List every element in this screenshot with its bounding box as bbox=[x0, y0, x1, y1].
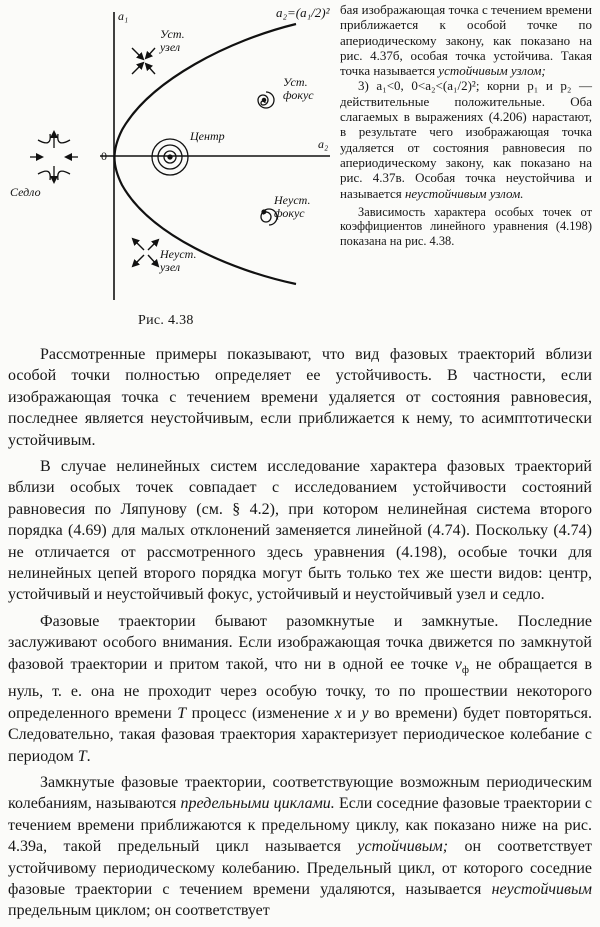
p3-part-e: во времени) будет повторяться. Следовательно, такая фазовая траектория характеризует периодическое колебание с периодом bbox=[8, 704, 593, 765]
stable-focus-label-line2: фокус bbox=[283, 88, 314, 102]
saddle-label: Седло bbox=[10, 185, 41, 199]
right-p1-text: бая изображающая точка с течением времени приближается к особой точке по апериодическому закону, как показано на рис. 4.37б, особая точка устойчива. Такая точка называется bbox=[340, 2, 592, 79]
right-column-text bbox=[340, 2, 592, 248]
main-paragraph-3 bbox=[8, 611, 592, 767]
unstable-focus-label-line1: Неуст. bbox=[274, 193, 311, 207]
p3-symbol-y: y bbox=[361, 704, 369, 722]
right-p2-term: неустойчивым узлом. bbox=[404, 185, 524, 201]
main-text bbox=[8, 344, 592, 927]
unstable-node-label-line1: Неуст. bbox=[160, 247, 197, 261]
stable-node-glyph bbox=[132, 48, 155, 74]
stable-focus-label-line1: Уст. bbox=[283, 75, 308, 89]
p4-part-c: он соответствует устойчивому периодическому колебанию. Предельный цикл, от которого соседние фазовые траектории с течением времени удаляются, называется bbox=[8, 838, 592, 898]
figure-caption: Рис. 4.38 bbox=[138, 313, 194, 328]
right-p2-text: 3) a₁<0, 0<a₂<(a₁/2)²; корни p₁ и p₂ — действительные положительные. Оба слагаемых в выражениях (4.206) нарастают, в результате чего изображающая точка удаляется от состояния равновесия по апериодическому закону, как показано на рис. 4.37в. Особая точка неустойчива и называется bbox=[340, 78, 592, 201]
stable-node-label-line1: Уст. bbox=[160, 27, 185, 41]
stable-focus-glyph bbox=[258, 92, 274, 108]
main-paragraph-4 bbox=[8, 772, 592, 922]
parabola-label: a₂=(a₁/2)² bbox=[276, 5, 330, 20]
p4-part-d: предельным циклом; он соответствует bbox=[8, 902, 270, 920]
stable-focus-label bbox=[283, 76, 314, 102]
center-label: Центр bbox=[190, 129, 225, 143]
stable-node-label-line2: узел bbox=[160, 40, 181, 54]
unstable-focus-label bbox=[274, 194, 310, 220]
p3-symbol-x: x bbox=[334, 704, 342, 722]
saddle-glyph bbox=[30, 132, 78, 182]
center-glyph bbox=[152, 139, 188, 175]
p4-term-stable: устойчивым; bbox=[357, 838, 449, 856]
right-paragraph-2 bbox=[340, 78, 592, 200]
figure-4-38 bbox=[0, 0, 335, 340]
p4-term-limit-cycles: предельными циклами. bbox=[180, 795, 335, 813]
p3-part-c: процесс (изменение bbox=[191, 704, 330, 722]
p3-symbol-v: v bbox=[454, 655, 462, 673]
unstable-node-label bbox=[160, 248, 196, 274]
origin-label: 0 bbox=[101, 149, 107, 163]
unstable-focus-label-line2: фокус bbox=[274, 206, 305, 220]
p3-part-f: . bbox=[86, 747, 91, 765]
unstable-node-glyph bbox=[133, 239, 158, 266]
p3-symbol-T-period: T bbox=[77, 747, 87, 765]
stable-node-label bbox=[160, 28, 185, 54]
p4-term-unstable: неустойчивым bbox=[491, 880, 592, 898]
p3-part-a: Фазовые траектории бывают разомкнутые и замкнутые. Последние заслуживают особого внимания. Если изображающая точка движется по замкнутой фазовой траектории и притом такой, что ни в одной ее точке bbox=[8, 612, 592, 673]
axis-a1-label: a₁ bbox=[118, 9, 129, 23]
right-paragraph-3: Зависимость характера особых точек от коэффициентов линейного уравнения (4.198) показана на рис. 4.38. bbox=[340, 204, 592, 248]
axis-a2-label: a₂ bbox=[318, 137, 329, 151]
right-p1-term: устойчивым узлом; bbox=[438, 63, 546, 79]
main-paragraph-1: Рассмотренные примеры показывают, что вид фазовых траекторий вблизи особой точки полностью определяет ее устойчивость. В частности, если изображающая точка с течением времени удаляется от состояния равновесия, последнее является неустойчивым, если приближается к нему, то асимптотически устойчивым. bbox=[8, 346, 592, 449]
p3-subscript-f: ф bbox=[461, 663, 469, 676]
p4-part-b: Если соседние фазовые траектории с течением времени приближаются к предельному циклу, как показано ниже на рис. 4.39а, такой предельный цикл называется bbox=[8, 795, 593, 856]
p3-symbol-T: T bbox=[177, 704, 187, 722]
right-paragraph-1 bbox=[340, 2, 592, 78]
unstable-node-label-line2: узел bbox=[160, 260, 181, 274]
main-paragraph-2: В случае нелинейных систем исследование характера фазовых траекторий вблизи особых точек совпадает с исследованием устойчивости состояний равновесия по Ляпунову (см. § 4.2), при котором нелинейная система второго порядка (4.69) для малых отклонений заменяется линейной (4.74). Поскольку (4.74) не отличается от рассмотренного здесь уравнения (4.198), особые точки для нелинейных цепей второго порядка могут быть только тех же шести видов: центр, устойчивый и неустойчивый фокус, устойчивый и неустойчивый узел и седло. bbox=[8, 458, 592, 604]
p4-part-a: Замкнутые фазовые траектории, соответствующие возможным периодическим колебаниям, называются bbox=[8, 773, 592, 813]
parabola-boundary bbox=[115, 24, 297, 284]
p3-part-b: не обращается в нуль, т. е. она не проходит через особую точку, то по прошествии некоторого определенного времени bbox=[8, 655, 593, 722]
p3-part-d: и bbox=[347, 704, 356, 722]
